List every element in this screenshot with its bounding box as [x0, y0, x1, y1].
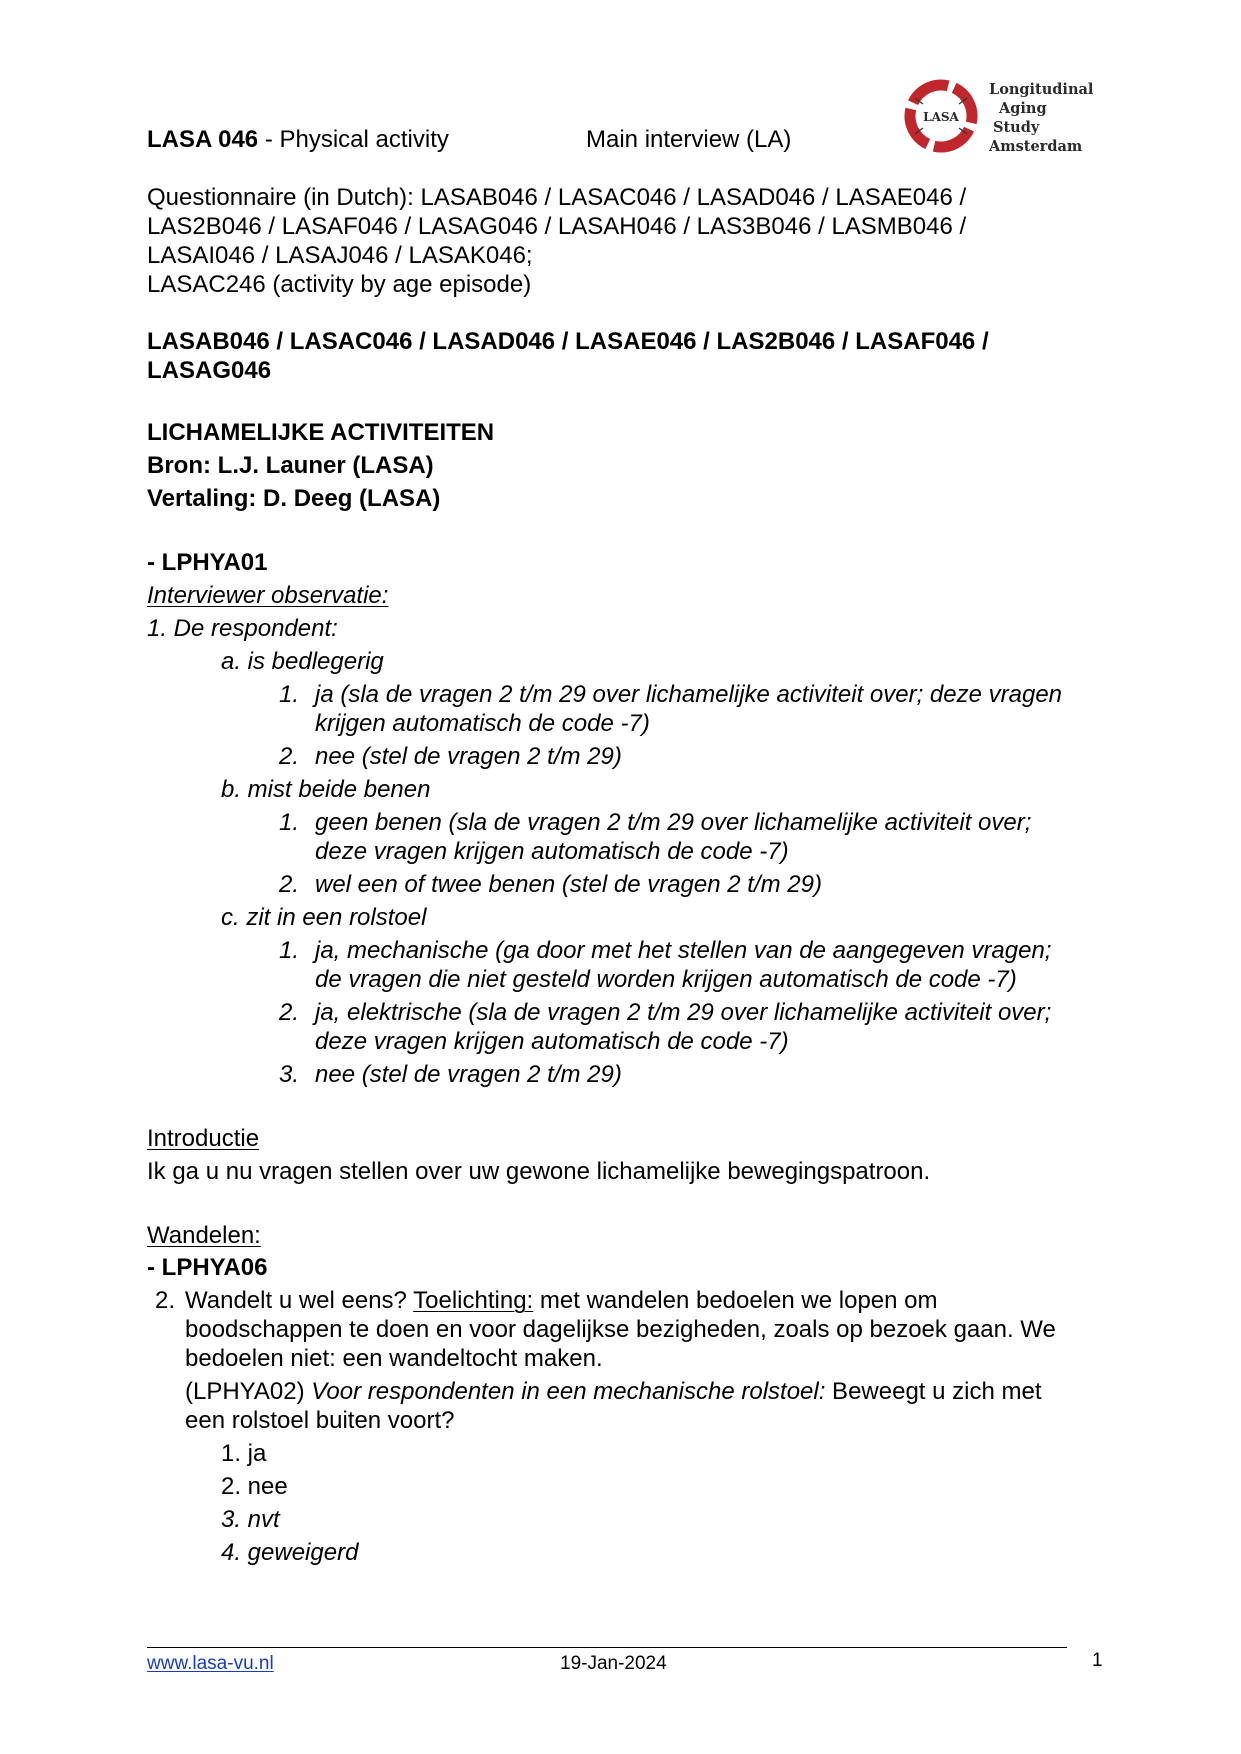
- intro-text: Ik ga u nu vragen stellen over uw gewone lichamelijke bewegingspatroon.: [147, 1158, 931, 1185]
- option-text: de vragen die niet gesteld worden krijgen automatisch de code -7): [315, 966, 1017, 993]
- waves-heading-line: LASAG046: [147, 357, 272, 384]
- walking-question-number: 2.: [155, 1287, 176, 1314]
- page-number: 1: [1092, 1650, 1103, 1671]
- option-text: geen benen (sla de vragen 2 t/m 29 over lichamelijke activiteit over;: [315, 809, 1032, 836]
- q1-c-label: c. zit in een rolstoel: [221, 904, 427, 931]
- option-text: deze vragen krijgen automatisch de code -7): [315, 1028, 789, 1055]
- option-text: nee (stel de vragen 2 t/m 29): [315, 1061, 622, 1088]
- questionnaire-line: LAS2B046 / LASAF046 / LASAG046 / LASAH046 / LAS3B046 / LASMB046 /: [147, 213, 967, 240]
- section-translation: Vertaling: D. Deeg (LASA): [147, 485, 441, 512]
- option-text: ja, mechanische (ga door met het stellen van de aangegeven vragen;: [315, 937, 1052, 964]
- q1-b-label: b. mist beide benen: [221, 776, 431, 803]
- answer-option: 4. geweigerd: [221, 1539, 359, 1566]
- header-subject: Physical activity: [279, 126, 449, 153]
- q1-code: - LPHYA01: [147, 549, 268, 576]
- header-separator: -: [258, 126, 280, 153]
- answer-option: 2. nee: [221, 1473, 288, 1500]
- alt-code: (LPHYA02): [185, 1378, 312, 1405]
- option-number: 1.: [279, 937, 300, 964]
- alt-question-rest: Beweegt u zich met: [825, 1378, 1042, 1405]
- section-source: Bron: L.J. Launer (LASA): [147, 452, 434, 479]
- logo-word: Amsterdam: [989, 138, 1083, 155]
- walking-question-start: Wandelt u wel eens?: [185, 1287, 414, 1314]
- walking-code: - LPHYA06: [147, 1254, 268, 1281]
- walking-alt-question-line: een rolstoel buiten voort?: [185, 1407, 455, 1434]
- logo-badge-text: LASA: [923, 110, 959, 124]
- questionnaire-line: Questionnaire (in Dutch): LASAB046 / LASAC046 / LASAD046 / LASAE046 /: [147, 184, 967, 211]
- option-text: wel een of twee benen (stel de vragen 2 t/m 29): [315, 871, 822, 898]
- option-number: 2.: [279, 999, 300, 1026]
- walking-question-line: bedoelen niet: een wandeltocht maken.: [185, 1345, 603, 1372]
- website-link[interactable]: www.lasa-vu.nl: [147, 1653, 274, 1674]
- header-interview: Main interview (LA): [586, 126, 792, 153]
- header-title: [147, 125, 449, 154]
- logo-word: Longitudinal: [989, 81, 1094, 98]
- walking-heading: Wandelen:: [147, 1222, 261, 1249]
- observation-label: Interviewer observatie:: [147, 582, 389, 609]
- answer-option: 3. nvt: [221, 1506, 280, 1533]
- logo-word: Aging: [999, 100, 1047, 117]
- option-text: ja, elektrische (sla de vragen 2 t/m 29 over lichamelijke activiteit over;: [315, 999, 1052, 1026]
- answer-option: 1. ja: [221, 1440, 267, 1467]
- intro-heading: Introductie: [147, 1125, 260, 1152]
- option-number: 1.: [279, 681, 300, 708]
- option-number: 2.: [279, 871, 300, 898]
- section-title: LICHAMELIJKE ACTIVITEITEN: [147, 419, 495, 446]
- logo-wordmark: [989, 80, 1093, 156]
- option-number: 1.: [279, 809, 300, 836]
- lasa-logo: [901, 76, 1094, 158]
- lasa-ring-icon: [901, 76, 981, 156]
- walking-question-line: boodschappen te doen en voor dagelijkse bezigheden, zoals op bezoek gaan. We: [185, 1316, 1056, 1343]
- q1-a-label: a. is bedlegerig: [221, 648, 384, 675]
- alt-condition: Voor respondenten in een mechanische rolstoel:: [311, 1378, 826, 1405]
- explanation-label: Toelichting:: [413, 1287, 534, 1314]
- option-number: 2.: [279, 743, 300, 770]
- footer-divider: [147, 1647, 1067, 1648]
- option-text: nee (stel de vragen 2 t/m 29): [315, 743, 622, 770]
- q1-question: 1. De respondent:: [147, 615, 338, 642]
- option-text: krijgen automatisch de code -7): [315, 710, 650, 737]
- logo-word: Study: [993, 119, 1040, 136]
- walking-question: [185, 1286, 938, 1315]
- waves-heading-line: LASAB046 / LASAC046 / LASAD046 / LASAE046 / LAS2B046 / LASAF046 /: [147, 328, 989, 355]
- questionnaire-line: LASAI046 / LASAJ046 / LASAK046;: [147, 242, 533, 269]
- option-number: 3.: [279, 1061, 300, 1088]
- footer-date: 19-Jan-2024: [560, 1653, 667, 1674]
- option-text: ja (sla de vragen 2 t/m 29 over lichamelijke activiteit over; deze vragen: [315, 681, 1063, 708]
- questionnaire-line: LASAC246 (activity by age episode): [147, 271, 532, 298]
- option-text: deze vragen krijgen automatisch de code -7): [315, 838, 789, 865]
- walking-alt-question: [185, 1377, 1042, 1406]
- walking-question-rest: met wandelen bedoelen we lopen om: [533, 1287, 938, 1314]
- header-code: LASA 046: [147, 126, 259, 153]
